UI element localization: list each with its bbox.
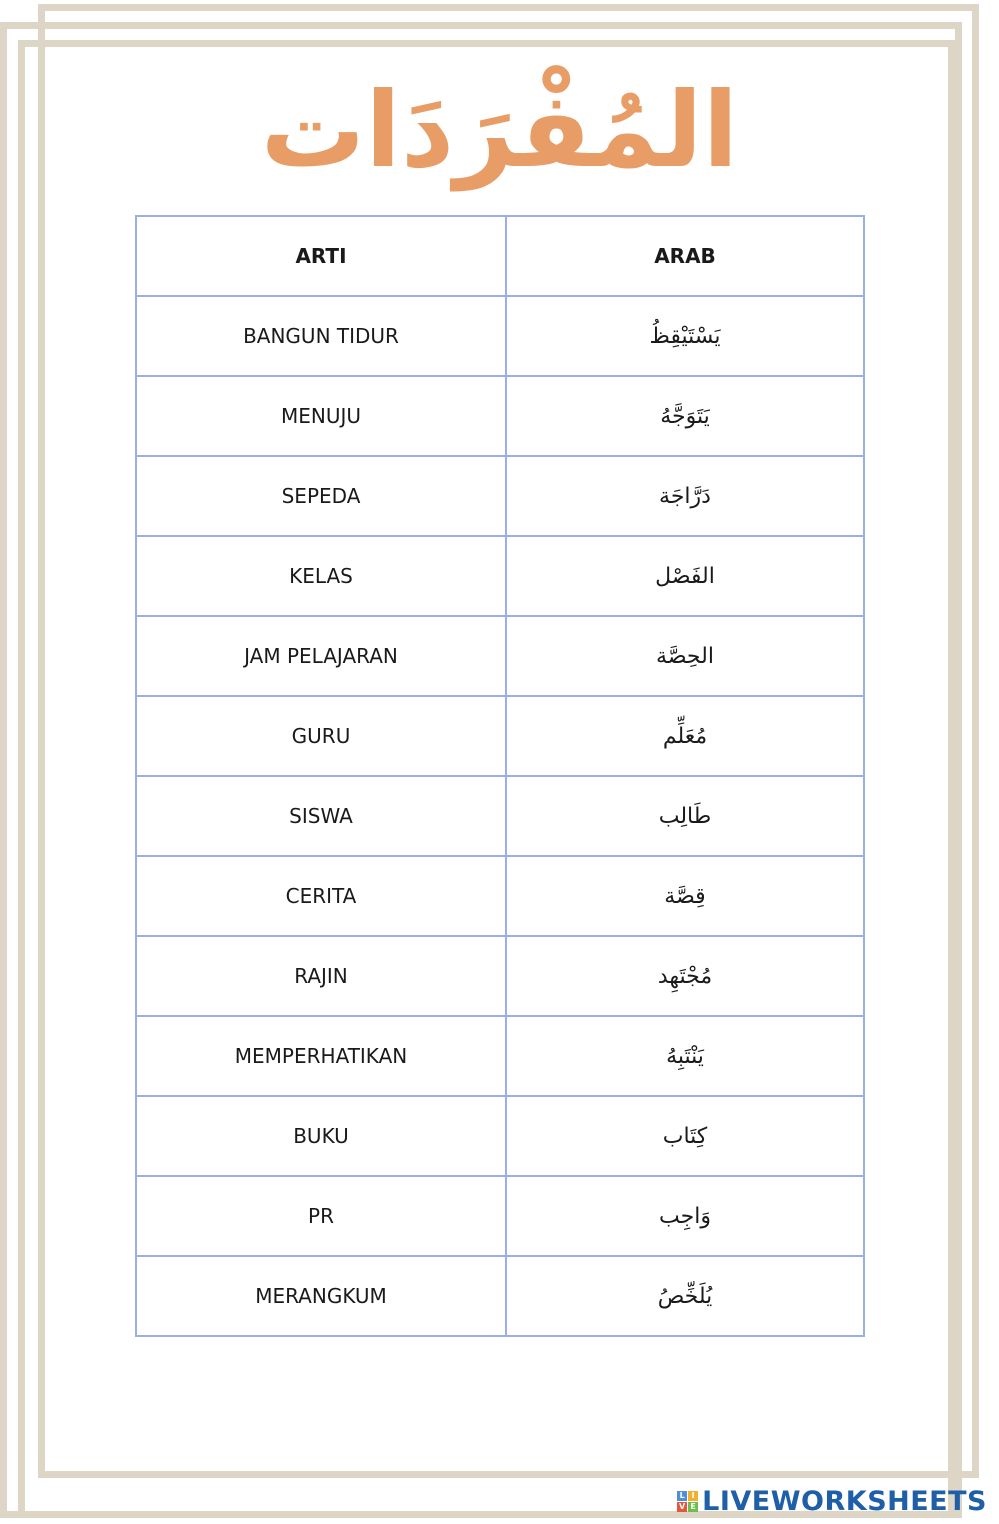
arab-cell: مُعَلِّم (506, 696, 864, 776)
arab-cell: قِصَّة (506, 856, 864, 936)
column-header-arab: ARAB (506, 216, 864, 296)
arti-cell: SISWA (136, 776, 506, 856)
table-row (136, 1256, 864, 1336)
vocabulary-table (135, 215, 865, 1337)
arti-cell: JAM PELAJARAN (136, 616, 506, 696)
arab-cell: مُجْتَهِد (506, 936, 864, 1016)
arab-cell: كِتَاب (506, 1096, 864, 1176)
arti-cell: MENUJU (136, 376, 506, 456)
table-row (136, 696, 864, 776)
logo-letter: I (688, 1491, 698, 1501)
logo-letter: E (688, 1502, 698, 1512)
arti-cell: PR (136, 1176, 506, 1256)
arab-cell: يَتَوَجَّهُ (506, 376, 864, 456)
arab-cell: دَرَّاجَة (506, 456, 864, 536)
column-header-arti: ARTI (136, 216, 506, 296)
arti-cell: KELAS (136, 536, 506, 616)
table-header-row (136, 216, 864, 296)
arab-cell: الفَصْل (506, 536, 864, 616)
arab-cell: وَاجِب (506, 1176, 864, 1256)
table-row (136, 536, 864, 616)
liveworksheets-logo[interactable] (677, 1484, 987, 1518)
arti-cell: GURU (136, 696, 506, 776)
arab-cell: يُلَخِّصُ (506, 1256, 864, 1336)
arti-cell: MEMPERHATIKAN (136, 1016, 506, 1096)
table-row (136, 296, 864, 376)
arti-cell: MERANGKUM (136, 1256, 506, 1336)
arti-cell: SEPEDA (136, 456, 506, 536)
table-row (136, 936, 864, 1016)
arab-cell: يَنْتَبِهُ (506, 1016, 864, 1096)
arab-cell: الحِصَّة (506, 616, 864, 696)
logo-letter: L (677, 1491, 687, 1501)
table-row (136, 776, 864, 856)
table-row (136, 616, 864, 696)
table-row (136, 1176, 864, 1256)
arti-cell: BUKU (136, 1096, 506, 1176)
arti-cell: BANGUN TIDUR (136, 296, 506, 376)
logo-letter: V (679, 1501, 686, 1511)
table-row (136, 376, 864, 456)
arti-cell: CERITA (136, 856, 506, 936)
table-row (136, 456, 864, 536)
table-row (136, 1016, 864, 1096)
liveworksheets-wordmark: LIVEWORKSHEETS (702, 1485, 987, 1517)
table-row (136, 856, 864, 936)
table-row (136, 1096, 864, 1176)
arab-cell: يَسْتَيْقِظُ (506, 296, 864, 376)
arti-cell: RAJIN (136, 936, 506, 1016)
liveworksheets-mark-icon (677, 1491, 698, 1512)
page-title: المُفْرَدَات (260, 69, 739, 191)
arab-cell: طَالِب (506, 776, 864, 856)
